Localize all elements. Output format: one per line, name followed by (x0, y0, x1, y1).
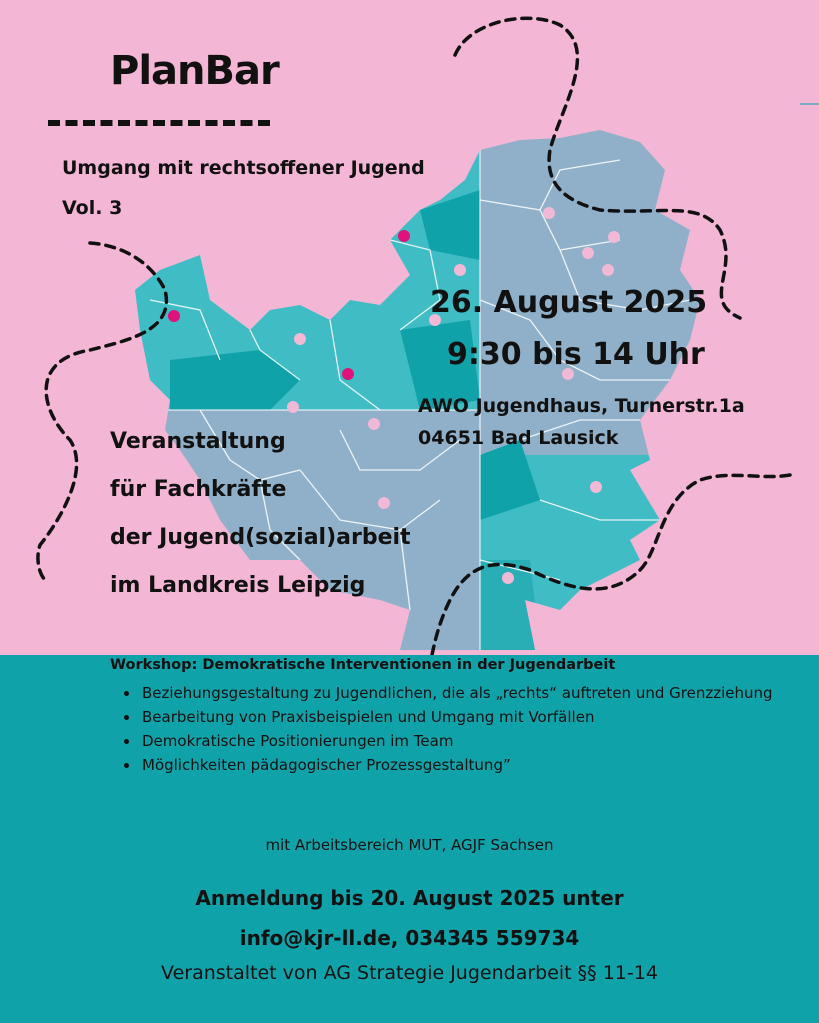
brand-title: PlanBar (110, 48, 279, 94)
list-item: • Beziehungsgestaltung zu Jugendlichen, die als „rechts“ auftreten und Grenzziehung (140, 681, 780, 705)
organizer-credit: Veranstaltet von AG Strategie Jugendarbeit §§ 11-14 (161, 962, 658, 984)
target-audience (110, 418, 411, 610)
registration-contact[interactable]: info@kjr-ll.de, 034345 559734 (239, 926, 580, 950)
event-subtitle (62, 148, 425, 228)
subtitle-line-2: Vol. 3 (62, 197, 123, 219)
list-item: • Demokratische Positionierungen im Team (140, 729, 780, 753)
event-time: 9:30 bis 14 Uhr (447, 337, 705, 372)
registration-info (0, 878, 819, 958)
partner-credit: mit Arbeitsbereich MUT, AGJF Sachsen (265, 836, 554, 854)
brand-underline (48, 120, 270, 126)
audience-line-1: Veranstaltung (110, 429, 286, 454)
event-date: 26. August 2025 (430, 285, 708, 320)
workshop-section (110, 657, 780, 777)
venue-line-2: 04651 Bad Lausick (418, 427, 619, 449)
workshop-topic-list (110, 681, 780, 777)
audience-line-3: der Jugend(sozial)arbeit (110, 525, 411, 550)
registration-line-1: Anmeldung bis 20. August 2025 unter (195, 886, 624, 910)
venue-line-1: AWO Jugendhaus, Turnerstr.1a (418, 395, 745, 417)
audience-line-4: im Landkreis Leipzig (110, 573, 366, 598)
subtitle-line-1: Umgang mit rechtsoffener Jugend (62, 157, 425, 179)
event-venue (418, 390, 745, 454)
list-item: • Möglichkeiten pädagogischer Prozessgestaltung” (140, 753, 780, 777)
audience-line-2: für Fachkräfte (110, 477, 287, 502)
list-item: • Bearbeitung von Praxisbeispielen und Umgang mit Vorfällen (140, 705, 780, 729)
workshop-title: Workshop: Demokratische Interventionen in der Jugendarbeit (110, 657, 616, 673)
